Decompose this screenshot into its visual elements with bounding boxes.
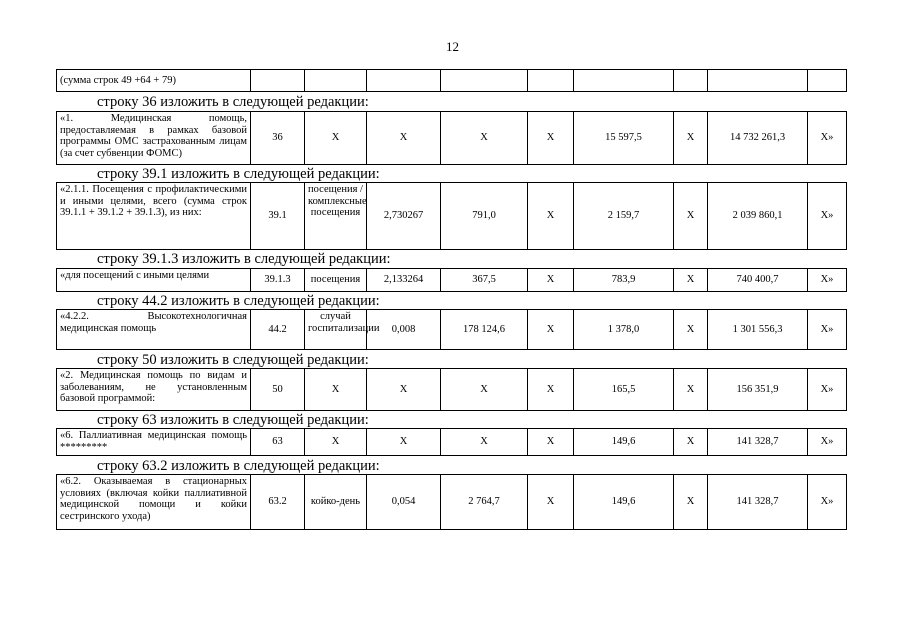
cell-cost: Х bbox=[441, 112, 528, 165]
cell-unit: посещения bbox=[305, 269, 367, 292]
cell-line-number: 63 bbox=[251, 429, 305, 456]
cell-line-number: 44.2 bbox=[251, 310, 305, 350]
cell-col6: Х bbox=[528, 112, 574, 165]
section-heading: строку 63.2 изложить в следующей редакции: bbox=[97, 458, 380, 474]
cell-total: 156 351,9 bbox=[708, 369, 808, 411]
cell-line-number: 50 bbox=[251, 369, 305, 411]
cell-col10: Х» bbox=[808, 269, 847, 292]
cell-description: «6. Паллиативная медицинская помощь ********* bbox=[57, 429, 251, 456]
table-row-63 bbox=[56, 428, 847, 456]
cell-cost: Х bbox=[441, 369, 528, 411]
cell-col6: Х bbox=[528, 310, 574, 350]
cell-line-number: 63.2 bbox=[251, 475, 305, 530]
cell-col8: Х bbox=[674, 429, 708, 456]
cell-cost: 178 124,6 bbox=[441, 310, 528, 350]
cell-cost: Х bbox=[441, 429, 528, 456]
cell-volume: Х bbox=[367, 429, 441, 456]
cell-cost bbox=[441, 70, 528, 92]
section-heading: строку 44.2 изложить в следующей редакции: bbox=[97, 293, 380, 309]
cell-col6: Х bbox=[528, 369, 574, 411]
cell-per-capita: 149,6 bbox=[574, 429, 674, 456]
cell-total: 1 301 556,3 bbox=[708, 310, 808, 350]
cell-cost: 367,5 bbox=[441, 269, 528, 292]
cell-col10 bbox=[808, 70, 847, 92]
table-row-50 bbox=[56, 368, 847, 411]
table-row-sum bbox=[56, 69, 847, 92]
cell-description: (сумма строк 49 +64 + 79) bbox=[57, 70, 251, 92]
cell-per-capita: 783,9 bbox=[574, 269, 674, 292]
cell-col10: Х» bbox=[808, 310, 847, 350]
cell-cost: 791,0 bbox=[441, 183, 528, 250]
cell-col6: Х bbox=[528, 429, 574, 456]
cell-per-capita bbox=[574, 70, 674, 92]
cell-col6: Х bbox=[528, 269, 574, 292]
cell-total: 14 732 261,3 bbox=[708, 112, 808, 165]
cell-volume: 0,008 bbox=[367, 310, 441, 350]
cell-per-capita: 1 378,0 bbox=[574, 310, 674, 350]
table-row-39-1-3 bbox=[56, 268, 847, 292]
cell-total: 141 328,7 bbox=[708, 429, 808, 456]
cell-col6: Х bbox=[528, 183, 574, 250]
cell-line-number bbox=[251, 70, 305, 92]
cell-col10: Х» bbox=[808, 475, 847, 530]
cell-description: «1. Медицинская помощь, предоставляемая в рамках базовой программы ОМС застрахованным лицам (за счет субвенции ФОМС) bbox=[57, 112, 251, 165]
cell-cost: 2 764,7 bbox=[441, 475, 528, 530]
section-heading: строку 50 изложить в следующей редакции: bbox=[97, 352, 369, 368]
cell-volume: Х bbox=[367, 112, 441, 165]
cell-total bbox=[708, 70, 808, 92]
cell-total: 740 400,7 bbox=[708, 269, 808, 292]
cell-unit: посещения / комплексные посещения bbox=[305, 183, 367, 250]
cell-description: «2. Медицинская помощь по видам и заболеваниям, не установленным базовой программой: bbox=[57, 369, 251, 411]
cell-description: «6.2. Оказываемая в стационарных условиях (включая койки паллиативной медицинской помощи и койки сестринского ухода) bbox=[57, 475, 251, 530]
cell-unit: койко-день bbox=[305, 475, 367, 530]
section-heading: строку 36 изложить в следующей редакции: bbox=[97, 94, 369, 110]
section-heading: строку 63 изложить в следующей редакции: bbox=[97, 412, 369, 428]
cell-line-number: 39.1 bbox=[251, 183, 305, 250]
cell-unit bbox=[305, 70, 367, 92]
cell-description: «4.2.2. Высокотехнологичная медицинская помощь bbox=[57, 310, 251, 350]
cell-col6: Х bbox=[528, 475, 574, 530]
section-heading: строку 39.1 изложить в следующей редакции: bbox=[97, 166, 380, 182]
table-row-39-1 bbox=[56, 182, 847, 250]
table-row-36 bbox=[56, 111, 847, 165]
table-row-63-2 bbox=[56, 474, 847, 530]
cell-col8: Х bbox=[674, 183, 708, 250]
cell-per-capita: 165,5 bbox=[574, 369, 674, 411]
cell-volume: Х bbox=[367, 369, 441, 411]
cell-col10: Х» bbox=[808, 369, 847, 411]
cell-line-number: 39.1.3 bbox=[251, 269, 305, 292]
cell-col8: Х bbox=[674, 369, 708, 411]
cell-volume: 0,054 bbox=[367, 475, 441, 530]
cell-col8: Х bbox=[674, 112, 708, 165]
cell-per-capita: 149,6 bbox=[574, 475, 674, 530]
cell-unit: Х bbox=[305, 112, 367, 165]
cell-per-capita: 15 597,5 bbox=[574, 112, 674, 165]
cell-total: 2 039 860,1 bbox=[708, 183, 808, 250]
cell-col8 bbox=[674, 70, 708, 92]
table-row-44-2 bbox=[56, 309, 847, 350]
cell-total: 141 328,7 bbox=[708, 475, 808, 530]
cell-col6 bbox=[528, 70, 574, 92]
cell-col8: Х bbox=[674, 475, 708, 530]
cell-col8: Х bbox=[674, 269, 708, 292]
cell-per-capita: 2 159,7 bbox=[574, 183, 674, 250]
cell-col10: Х» bbox=[808, 112, 847, 165]
cell-col10: Х» bbox=[808, 183, 847, 250]
cell-description: «2.1.1. Посещения с профилактическими и иными целями, всего (сумма строк 39.1.1 + 39.1.2 + 39.1.3), из них: bbox=[57, 183, 251, 250]
section-heading: строку 39.1.3 изложить в следующей редакции: bbox=[97, 251, 391, 267]
cell-unit: Х bbox=[305, 429, 367, 456]
cell-volume bbox=[367, 70, 441, 92]
cell-unit: Х bbox=[305, 369, 367, 411]
cell-description: «для посещений с иными целями bbox=[57, 269, 251, 292]
cell-unit: случай госпитализации bbox=[305, 310, 367, 350]
page-number: 12 bbox=[446, 39, 459, 54]
cell-col10: Х» bbox=[808, 429, 847, 456]
cell-volume: 2,133264 bbox=[367, 269, 441, 292]
cell-col8: Х bbox=[674, 310, 708, 350]
cell-line-number: 36 bbox=[251, 112, 305, 165]
cell-volume: 2,730267 bbox=[367, 183, 441, 250]
